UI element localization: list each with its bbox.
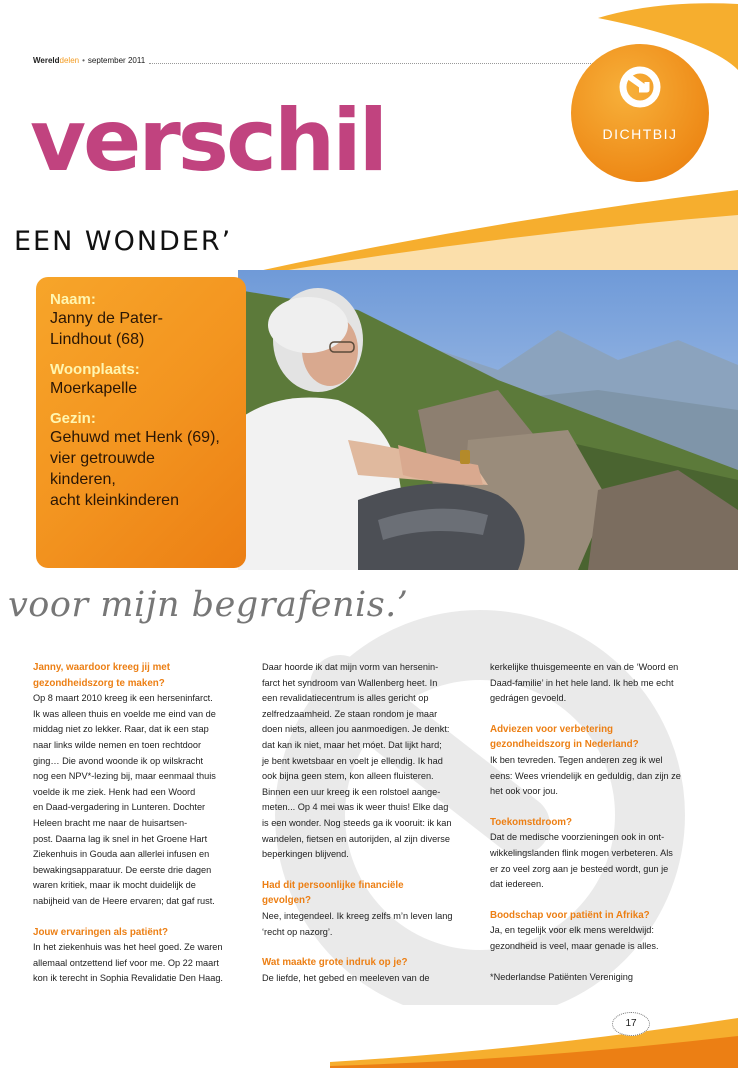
interview-answer <box>490 753 704 800</box>
text-line: een revalidatiecentrum is alles gericht op <box>262 693 429 704</box>
info-family-block <box>50 410 232 511</box>
text-line: Op 8 maart 2010 kreeg ik een herseninfarct. <box>33 693 213 704</box>
text-line: Ziekenhuis in Gouda aan allerlei infusen en <box>33 849 210 860</box>
text-line: Janny, waardoor kreeg jij met <box>33 662 171 673</box>
text-line: en Daad-vergadering in Lunteren. Dochter <box>33 802 206 813</box>
text-line: waren kritiek, maar ik mocht duidelijk de <box>33 880 196 891</box>
text-line: Daar hoorde ik dat mijn vorm van hersenin- <box>262 662 439 672</box>
text-line: bewakingsapparatuur. De eerste drie dagen <box>33 864 212 875</box>
text-line: dat kan ik niet, maar het móet. Dat lijkt hard; <box>262 739 442 750</box>
paragraph-gap <box>490 707 704 722</box>
interview-answer <box>490 830 704 892</box>
badge-label: DICHTBIJ <box>602 126 678 142</box>
text-line: gezondheidszorg in Nederland? <box>490 739 639 751</box>
text-line: wikkelingslanden flink mogen verbeteren. Als <box>490 847 673 858</box>
pull-quote: voor mijn begrafenis.’ <box>8 585 409 625</box>
page-number: 17 <box>612 1012 650 1036</box>
interview-question <box>490 815 704 831</box>
text-line: Heleen bracht me naar de huisartsen- <box>33 817 188 828</box>
interview-question <box>33 660 247 691</box>
interview-answer <box>490 970 704 986</box>
interview-question <box>262 955 476 971</box>
text-line: Daad-familie’ in het hele land. Ik heb me echt <box>490 677 674 688</box>
text-line: is een wonder. Nog steeds ga ik vooruit: ik kan <box>262 817 452 828</box>
text-line: De liefde, het gebed en meeleven van de <box>262 972 430 983</box>
header-dotted-rule <box>149 58 593 64</box>
info-residence-block <box>50 361 232 399</box>
text-line: het ook voor jou. <box>490 786 558 797</box>
text-line: kerkelijke thuisgemeente en van de ‘Woord en <box>490 662 679 672</box>
info-family-label: Gezin: <box>50 410 96 427</box>
text-line: Ja, en tegelijk voor elk mens wereldwijd: <box>490 925 654 936</box>
text-line: gezondheid is veel, maar genade is alles. <box>490 940 659 951</box>
dichtbij-badge <box>571 44 709 182</box>
mountain-portrait-image <box>238 270 738 570</box>
text-line: middag niet zo lekker. Raar, dat ik een stap <box>33 724 209 735</box>
magazine-name-part2: delen <box>59 56 80 65</box>
issue-date: september 2011 <box>87 56 146 65</box>
text-line: doen niets, alleen jou aanmoedigen. Je denkt: <box>262 724 450 735</box>
paragraph-gap <box>33 910 247 925</box>
text-line: Nee, integendeel. Ik kreeg zelfs m’n leven lang <box>262 910 453 921</box>
text-line: gevolgen? <box>262 895 311 907</box>
info-family-value-line: kinderen, <box>50 471 116 488</box>
text-line: meten... Op 4 mei was ik weer thuis! Elke dag <box>262 802 449 813</box>
text-line: gezondheidszorg te maken? <box>33 677 165 689</box>
info-name-label: Naam: <box>50 291 96 308</box>
text-line: er zo veel zorg aan je besteed wordt, gun je <box>490 863 669 874</box>
text-line: wandelen, fietsen en autorijden, al zijn diverse <box>262 833 450 844</box>
text-line: eens: Wees vriendelijk en geduldig, dan zijn ze <box>490 770 681 781</box>
text-line: farct het syndroom van Wallenberg heet. In <box>262 677 438 688</box>
interview-answer <box>33 940 247 987</box>
interview-answer <box>262 909 476 940</box>
interview-answer <box>490 923 704 954</box>
interview-answer <box>33 691 247 909</box>
text-line: kon ik terecht in Sophia Revalidatie Den Haag. <box>33 973 223 984</box>
portrait-photo <box>238 270 738 570</box>
info-family-value-line: Gehuwd met Henk (69), <box>50 429 220 446</box>
text-line: naar links wilde nemen en toen rechtdoor <box>33 739 202 750</box>
text-line: Dat de medische voorzieningen ook in ont- <box>490 832 665 843</box>
paragraph-gap <box>262 863 476 878</box>
text-column-3 <box>490 660 704 985</box>
text-line: ging… Die avond woonde ik op wilskracht <box>33 755 204 766</box>
info-residence-value: Moerkapelle <box>50 380 138 397</box>
info-name-value-line: Lindhout (68) <box>50 331 145 348</box>
interview-answer <box>490 660 704 707</box>
text-line: Ik ben tevreden. Tegen anderen zeg ik wel <box>490 754 663 765</box>
header-separator: • <box>82 56 85 65</box>
text-line: In het ziekenhuis was het heel goed. Ze waren <box>33 942 223 953</box>
interview-question <box>33 925 247 941</box>
interview-answer <box>262 971 476 987</box>
text-line: dat iedereen. <box>490 879 544 890</box>
text-line: Boodschap voor patiënt in Afrika? <box>490 909 650 921</box>
text-line: Had dit persoonlijke financiële <box>262 879 404 891</box>
interview-question <box>490 722 704 753</box>
text-column-2 <box>262 660 476 986</box>
running-header <box>33 56 593 65</box>
magazine-name-part1: Wereld <box>33 56 60 65</box>
interview-question <box>262 878 476 909</box>
text-line: gedrágen gevoeld. <box>490 693 567 704</box>
bottom-swoosh-decoration <box>330 1010 738 1068</box>
text-line: post. Daarna lag ik snel in het Groene Hart <box>33 833 208 844</box>
text-line: je bent kwetsbaar en voelt je ellendig. Ik had <box>262 755 443 766</box>
text-line: allemaal ontzettend lief voor me. Op 22 maart <box>33 957 219 968</box>
paragraph-gap <box>490 800 704 815</box>
text-line: zelfredzaamheid. Ze staan rondom je maar <box>262 708 438 719</box>
info-residence-label: Woonplaats: <box>50 361 140 378</box>
text-line: *Nederlandse Patiënten Vereniging <box>490 971 634 982</box>
text-line: Jouw ervaringen als patiënt? <box>33 926 169 938</box>
text-line: ook bijna geen stem, kon alleen fluisteren. <box>262 771 434 782</box>
text-line: nabijheid van de Heere ervaren; dat gaf rust. <box>33 895 215 906</box>
info-name-value-line: Janny de Pater- <box>50 310 163 327</box>
text-line: ‘recht op nazorg’. <box>262 926 333 937</box>
photo-swoosh-decoration <box>240 180 738 280</box>
text-line: Binnen een uur kreeg ik een rolstoel aange- <box>262 786 441 797</box>
text-line: Ik was alleen thuis en voelde me eind van de <box>33 708 216 719</box>
interview-question <box>490 908 704 924</box>
info-name-block <box>50 291 232 350</box>
profile-info-card <box>36 277 246 568</box>
paragraph-gap <box>490 893 704 908</box>
text-line: Wat maakte grote indruk op je? <box>262 957 408 969</box>
article-title: verschil <box>30 91 386 191</box>
paragraph-gap <box>490 955 704 970</box>
text-line: voelde ik me ziek. Henk had een Woord <box>33 786 196 797</box>
info-family-value-line: vier getrouwde <box>50 450 155 467</box>
paragraph-gap <box>262 940 476 955</box>
info-family-value-line: acht kleinkinderen <box>50 492 179 509</box>
text-line: Adviezen voor verbetering <box>490 723 614 735</box>
article-subtitle: EEN WONDER’ <box>14 226 233 257</box>
text-line: beperkingen blijvend. <box>262 849 349 860</box>
text-column-1 <box>33 660 247 987</box>
dichtbij-logo-icon <box>617 64 663 110</box>
text-line: Toekomstdroom? <box>490 816 573 828</box>
interview-answer <box>262 660 476 863</box>
text-line: nog een NPV*-lezing bij, maar eenmaal thuis <box>33 771 216 782</box>
